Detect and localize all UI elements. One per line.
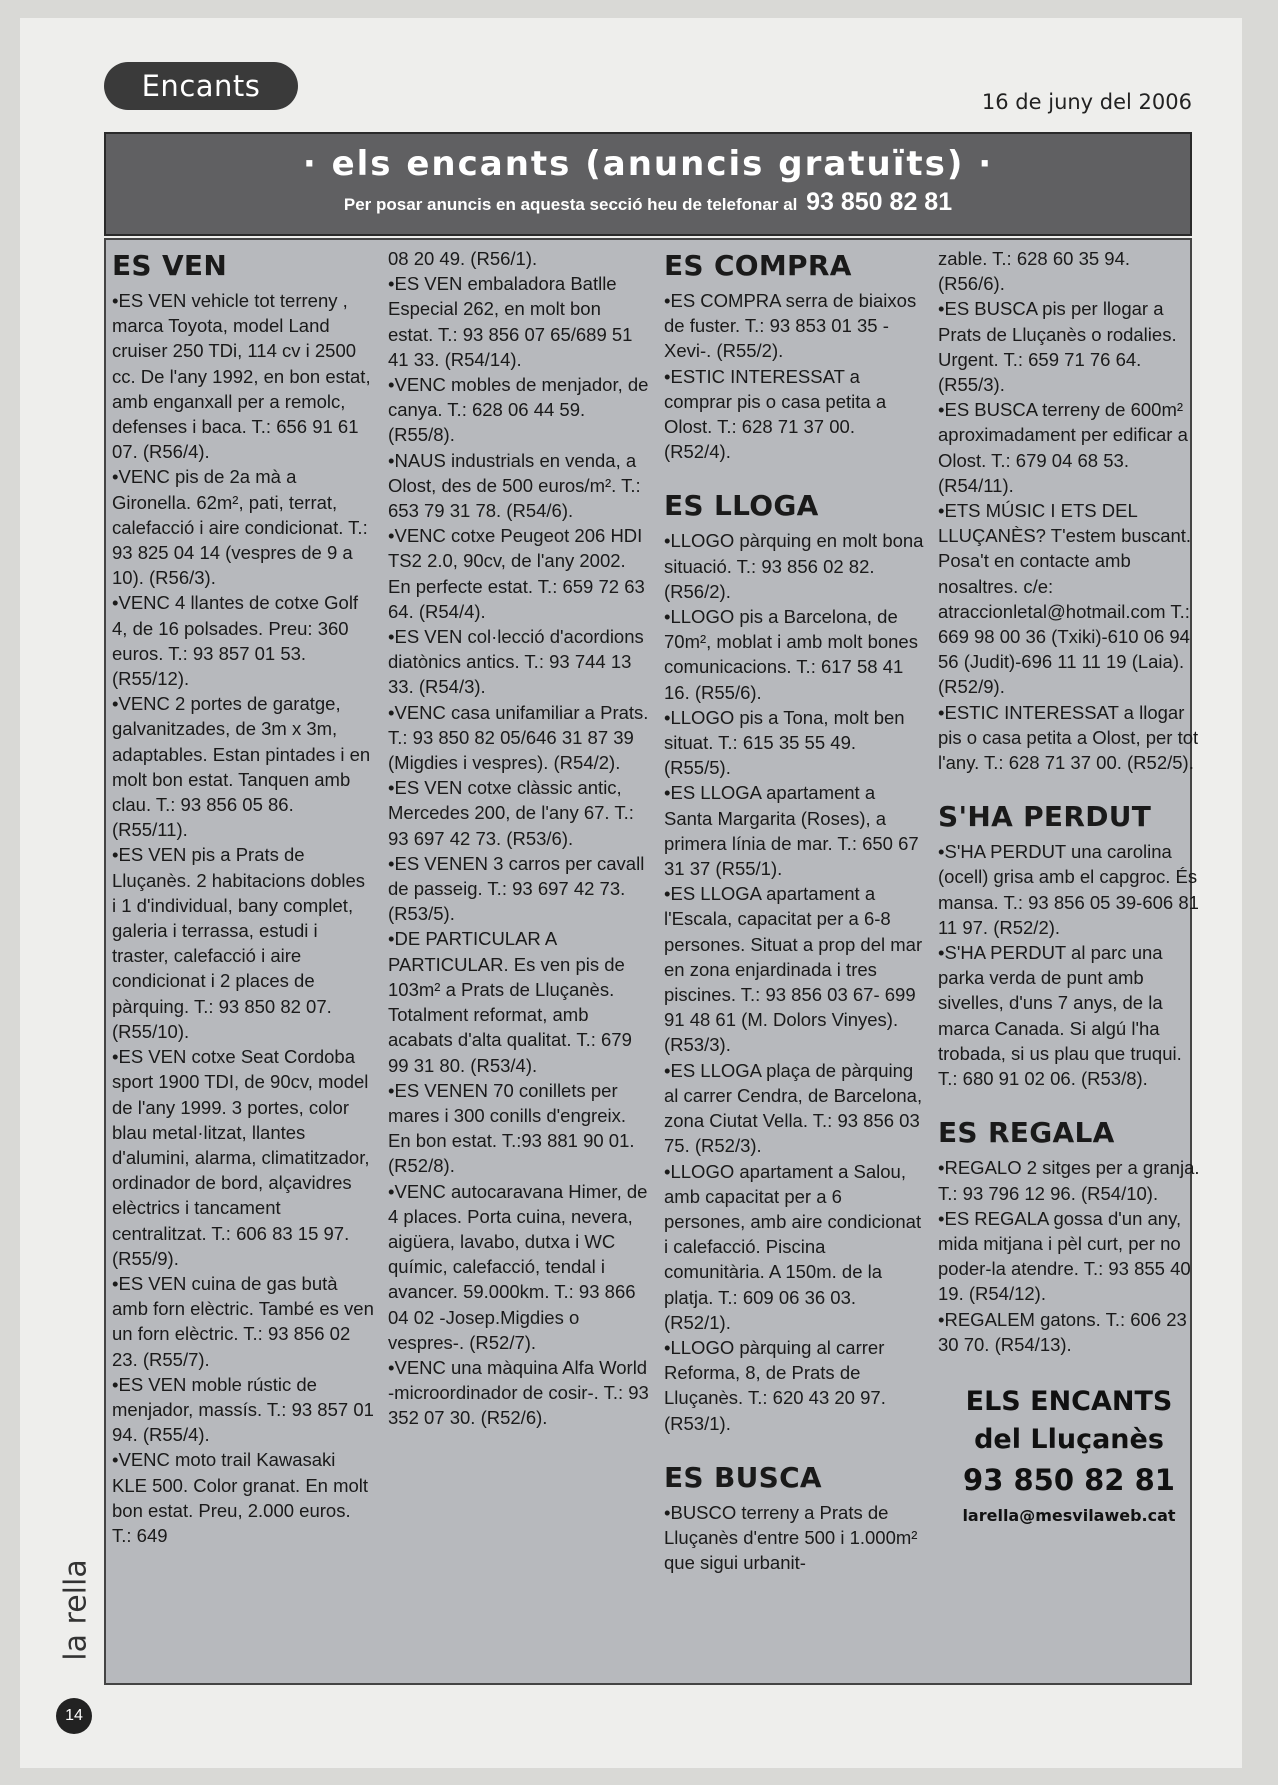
ad-item: •ES REGALA gossa d'un any, mida mitjana i pèl curt, per no poder-la atendre. T.: 93 855 40 19. (R54/12). xyxy=(938,1207,1191,1305)
ad-item: •REGALEM gatons. T.: 606 23 30 70. (R54/13). xyxy=(938,1308,1187,1355)
ad-item: •VENC autocaravana Himer, de 4 places. Porta cuina, nevera, aigüera, lavabo, dutxa i WC químic, calefacció, tendal i avancer. 59.000km. T.: 93 866 04 02 -Josep.Migdies o vespres-. (R52/7). xyxy=(388,1180,648,1353)
es-regala-ads xyxy=(938,1155,1200,1357)
ad-item: •REGALO 2 sitges per a granja. T.: 93 796 12 96. (R54/10). xyxy=(938,1157,1200,1204)
column-1 xyxy=(112,246,374,1548)
issue-date: 16 de juny del 2006 xyxy=(981,90,1192,114)
contact-phone: 93 850 82 81 xyxy=(963,1462,1175,1497)
ad-item: •ESTIC INTERESSAT a llogar pis o casa petita a Olost, per tot l'any. T.: 628 71 37 00. (R52/5). xyxy=(938,701,1199,774)
heading-es-ven: ES VEN xyxy=(112,249,228,282)
ad-item: •VENC casa unifamiliar a Prats. T.: 93 850 82 05/646 31 87 39 (Migdies i vespres). (R54/2). xyxy=(388,701,649,774)
ad-item: •VENC 2 portes de garatge, galvanitzades, de 3m x 3m, adaptables. Estan pintades i en molt bon estat. Tanquen amb clau. T.: 93 856 05 86. (R55/11). xyxy=(112,693,371,841)
ad-item: •ES VENEN 70 conillets per mares i 300 conills d'engreix. En bon estat. T.:93 881 90 01. (R52/8). xyxy=(388,1079,635,1177)
ad-item: •ETS MÚSIC I ETS DEL LLUÇANÈS? T'estem buscant. Posa't en contacte amb nosaltres. c/e: atraccionletal@hotmail.com T.: 669 98 00 36 (Txiki)-610 06 94 56 (Judit)-696 11 11 19 (Laia). (R52/9). xyxy=(938,500,1192,698)
ad-item: •ESTIC INTERESSAT a comprar pis o casa petita a Olost. T.: 628 71 37 00. (R52/4). xyxy=(664,365,887,463)
banner-subtitle-text: Per posar anuncis en aquesta secció heu de telefonar al xyxy=(343,195,798,214)
ad-item: •ES VEN cuina de gas butà amb forn elèctric. També es ven un forn elèctric. T.: 93 856 02 23. (R55/7). xyxy=(112,1272,374,1370)
ad-item: •ES VEN embaladora Batlle Especial 262, en molt bon estat. T.: 93 856 07 65/689 51 41 33. (R54/14). xyxy=(388,273,633,370)
es-lloga-ads xyxy=(664,528,926,1435)
banner-phone: 93 850 82 81 xyxy=(806,188,953,216)
column-4 xyxy=(938,246,1200,1531)
ad-item: •ES VEN moble rústic de menjador, massís. T.: 93 857 01 94. (R55/4). xyxy=(112,1373,374,1446)
ad-item: •VENC pis de 2a mà a Gironella. 62m², pati, terrat, calefacció i aire condicionat. T.: 93 825 04 14 (vespres de 9 a 10). (R56/3). xyxy=(112,466,368,589)
ad-item: •LLOGO pàrquing al carrer Reforma, 8, de Prats de Lluçanès. T.: 620 43 20 97. (R53/1). xyxy=(664,1336,886,1434)
ad-item: 08 20 49. (R56/1). xyxy=(388,248,538,269)
ad-item: •ES BUSCA pis per llogar a Prats de Lluçanès o rodalies. Urgent. T.: 659 71 76 64. (R55/3). xyxy=(938,298,1177,396)
ad-item: •LLOGO pis a Barcelona, de 70m², moblat i amb molt bones comunicacions. T.: 617 58 41 16. (R55/6). xyxy=(664,606,918,703)
ad-item: •NAUS industrials en venda, a Olost, des de 500 euros/m². T.: 653 79 31 78. (R54/6). xyxy=(388,449,641,522)
classifieds-box xyxy=(104,238,1200,1685)
ad-item: •ES VEN vehicle tot terreny , marca Toyota, model Land cruiser 250 TDi, 114 cv i 2500 cc. De l'any 1992, en bon estat, amb enganxall per a remolc, defenses i baca. T.: 656 91 61 07. (R56/4). xyxy=(112,290,371,463)
ad-item: •LLOGO pis a Tona, molt ben situat. T.: 615 35 55 49. (R55/5). xyxy=(664,706,905,779)
ad-item: •S'HA PERDUT una carolina (ocell) grisa amb el capgroc. És mansa. T.: 93 856 05 39-606 81 11 97. (R52/2). xyxy=(938,841,1199,938)
column-2 xyxy=(388,246,650,1431)
publication-name xyxy=(46,1530,106,1690)
classifieds-banner xyxy=(104,132,1192,236)
ad-item: •VENC cotxe Peugeot 206 HDI TS2 2.0, 90cv, de l'any 2002. En perfecte estat. T.: 659 72 63 64. (R54/4). xyxy=(388,525,645,622)
contact-subtitle: del Lluçanès xyxy=(974,1423,1164,1455)
es-busca-ads-part2 xyxy=(938,246,1200,775)
ad-item: •ES VENEN 3 carros per cavall de passeig. T.: 93 697 42 73. (R53/5). xyxy=(388,852,645,925)
page-number: 14 xyxy=(56,1698,92,1734)
banner-title: · els encants (anuncis gratuïts) · xyxy=(302,144,994,184)
banner-subtitle xyxy=(106,188,1190,217)
column-3 xyxy=(664,246,926,1575)
ad-item: •LLOGO apartament a Salou, amb capacitat per a 6 persones, amb aire condicionat i calefacció. Piscina comunitària. A 150m. de la platja. T.: 609 06 36 03. (R52/1). xyxy=(664,1160,922,1333)
ad-item: •ES VEN pis a Prats de Lluçanès. 2 habitacions dobles i 1 d'individual, bany complet, galeria i terrassa, estudi i traster, calefacció i aire condicionat i 2 places de pàrquing. T.: 93 850 82 07. (R55/10). xyxy=(112,844,366,1042)
ad-item: •VENC mobles de menjador, de canya. T.: 628 06 44 59. (R55/8). xyxy=(388,374,649,446)
contact-block xyxy=(938,1383,1200,1531)
heading-es-lloga: ES LLOGA xyxy=(664,489,819,523)
ad-item: •ES VEN col·lecció d'acordions diatònics antics. T.: 93 744 13 33. (R54/3). xyxy=(388,626,644,698)
heading-es-compra: ES COMPRA xyxy=(664,249,852,282)
contact-title: ELS ENCANTS xyxy=(965,1385,1173,1417)
heading-es-regala: ES REGALA xyxy=(938,1116,1115,1150)
ad-item: •ES BUSCA terreny de 600m² aproximadament per edificar a Olost. T.: 679 04 68 53. (R54/11). xyxy=(938,399,1188,496)
ad-item: •ES LLOGA plaça de pàrquing al carrer Cendra, de Barcelona, zona Ciutat Vella. T.: 93 856 03 75. (R52/3). xyxy=(664,1059,923,1157)
ad-item: •ES LLOGA apartament a Santa Margarita (Roses), a primera línia de mar. T.: 650 67 31 37 (R55/1). xyxy=(664,782,919,880)
ad-item: •LLOGO pàrquing en molt bona situació. T.: 93 856 02 82. (R56/2). xyxy=(664,530,924,602)
ad-item: •VENC 4 llantes de cotxe Golf 4, de 16 polsades. Preu: 360 euros. T.: 93 857 01 53. (R55/12). xyxy=(112,592,359,690)
ad-item: •VENC moto trail Kawasaki KLE 500. Color granat. En molt bon estat. Preu, 2.000 euros. T.: 649 xyxy=(112,1449,369,1546)
section-label: Encants xyxy=(104,62,298,110)
ad-item: •ES LLOGA apartament a l'Escala, capacitat per a 6-8 persones. Situat a prop del mar en zona enjardinada i tres piscines. T.: 93 856 03 67- 699 91 48 61 (M. Dolors Vinyes). (R53/3). xyxy=(664,883,923,1056)
publication-name-text: la rella xyxy=(58,1559,94,1661)
es-ven-ads-part1 xyxy=(112,288,374,1548)
contact-email[interactable]: larella@mesvilaweb.cat xyxy=(962,1505,1176,1525)
ad-item: •DE PARTICULAR A PARTICULAR. Es ven pis de 103m² a Prats de Lluçanès. Totalment reformat, amb acabats d'alta qualitat. T.: 679 99 31 80. (R53/4). xyxy=(388,928,632,1076)
ad-item: •ES COMPRA serra de biaixos de fuster. T.: 93 853 01 35 -Xevi-. (R55/2). xyxy=(664,290,917,362)
ad-item: •S'HA PERDUT al parc una parka verda de punt amb sivelles, d'uns 7 anys, de la marca Canada. Si algú l'ha trobada, si us plau que truqui. T.: 680 91 02 06. (R53/8). xyxy=(938,942,1182,1090)
ad-item: •BUSCO terreny a Prats de Lluçanès d'entre 500 i 1.000m² que sigui urbanit- xyxy=(664,1501,918,1574)
ad-item: •ES VEN cotxe clàssic antic, Mercedes 200, de l'any 67. T.: 93 697 42 73. (R53/6). xyxy=(388,777,634,849)
es-ven-ads-part2 xyxy=(388,246,650,1431)
heading-sha-perdut: S'HA PERDUT xyxy=(938,800,1152,834)
es-compra-ads xyxy=(664,288,926,464)
ad-item: •ES VEN cotxe Seat Cordoba sport 1900 TDI, de 90cv, model de l'any 1999. 3 portes, color blau metal·litzat, llantes d'alumini, alarma, climatitzador, ordinador de bord, alçavidres elèctrics i tancament centralitzat. T.: 606 83 15 97. (R55/9). xyxy=(112,1046,370,1269)
es-busca-ads-part1 xyxy=(664,1500,926,1576)
ad-item: zable. T.: 628 60 35 94. (R56/6). xyxy=(938,248,1131,295)
heading-es-busca: ES BUSCA xyxy=(664,1460,822,1494)
sha-perdut-ads xyxy=(938,839,1200,1091)
ad-item: •VENC una màquina Alfa World -microordinador de cosir-. T.: 93 352 07 30. (R52/6). xyxy=(388,1356,649,1429)
